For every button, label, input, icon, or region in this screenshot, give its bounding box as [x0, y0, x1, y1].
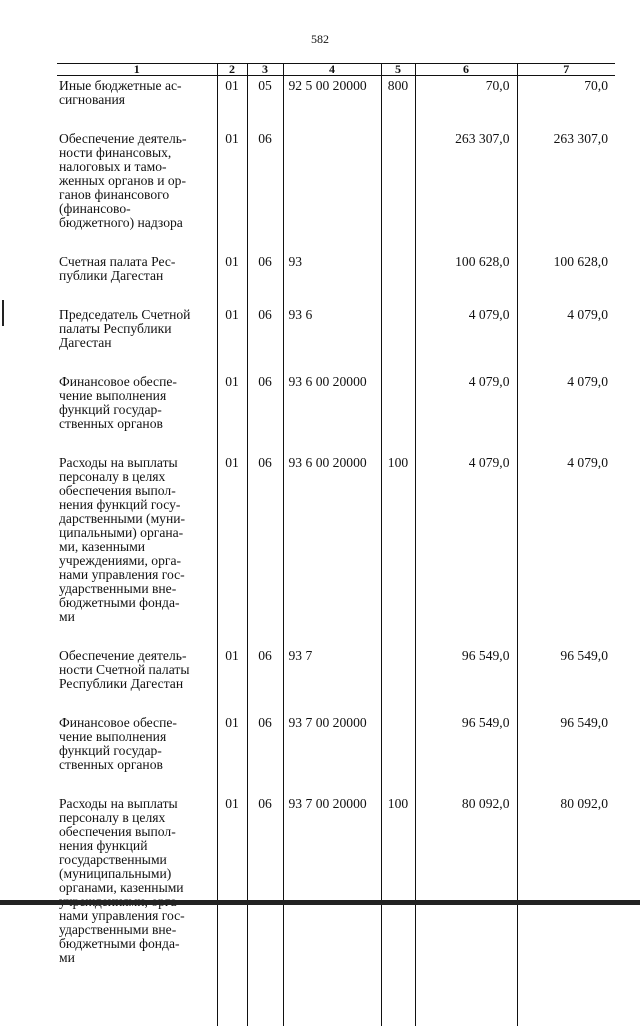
row-amount-col7: 96 549,0 [517, 713, 615, 794]
header-col-4: 4 [283, 64, 381, 76]
row-amount-col7: 80 092,0 [517, 794, 615, 987]
row-amount-col7: 100 628,0 [517, 252, 615, 305]
row-amount-col7: 263 307,0 [517, 129, 615, 252]
table-row [57, 794, 615, 987]
row-target-article: 93 6 00 20000 [283, 453, 381, 646]
row-expense-type [381, 305, 415, 372]
scan-artifact-bottom-edge [0, 900, 640, 905]
row-subsection: 06 [247, 794, 283, 987]
row-amount-col6: 70,0 [415, 76, 517, 130]
header-row [57, 64, 615, 76]
row-subsection: 05 [247, 76, 283, 130]
table-row [57, 76, 615, 130]
row-amount-col7: 4 079,0 [517, 305, 615, 372]
row-expense-type [381, 713, 415, 794]
row-amount-col7: 96 549,0 [517, 646, 615, 713]
row-expense-type [381, 646, 415, 713]
row-subsection: 06 [247, 252, 283, 305]
row-subsection: 06 [247, 129, 283, 252]
empty-cell [517, 987, 615, 1026]
row-name: Финансовое обеспе- чение выполнения функций государ- ственных органов [57, 372, 217, 453]
row-amount-col6: 80 092,0 [415, 794, 517, 987]
table-row [57, 129, 615, 252]
row-subsection: 06 [247, 646, 283, 713]
row-expense-type [381, 372, 415, 453]
row-amount-col7: 4 079,0 [517, 372, 615, 453]
row-name: Обеспечение деятель- ности Счетной палаты Республики Дагестан [57, 646, 217, 713]
row-amount-col6: 4 079,0 [415, 305, 517, 372]
row-amount-col7: 4 079,0 [517, 453, 615, 646]
header-col-6: 6 [415, 64, 517, 76]
row-name: Председатель Счетной палаты Республики Дагестан [57, 305, 217, 372]
row-subsection: 06 [247, 305, 283, 372]
row-section: 01 [217, 794, 247, 987]
row-expense-type: 800 [381, 76, 415, 130]
row-section: 01 [217, 305, 247, 372]
empty-cell [247, 987, 283, 1026]
row-expense-type [381, 252, 415, 305]
table-row [57, 252, 615, 305]
row-name: Иные бюджетные ас- сигнования [57, 76, 217, 130]
row-subsection: 06 [247, 372, 283, 453]
row-section: 01 [217, 76, 247, 130]
page-number: 582 [0, 32, 640, 47]
row-target-article: 93 6 00 20000 [283, 372, 381, 453]
row-expense-type [381, 129, 415, 252]
row-section: 01 [217, 453, 247, 646]
row-section: 01 [217, 129, 247, 252]
row-expense-type: 100 [381, 794, 415, 987]
table-tail-spacer [57, 987, 615, 1026]
table-row [57, 713, 615, 794]
row-target-article [283, 129, 381, 252]
row-name: Расходы на выплаты персоналу в целях обеспечения выпол- нения функций государственными (муниципальными) органами, казенными нами управления гос- ударственными вне- бюджетными фонда- ми [57, 794, 217, 987]
row-name: Обеспечение деятель- ности финансовых, налоговых и тамо- женных органов и ор- ганов финансового (финансово- бюджетного) надзора [57, 129, 217, 252]
row-amount-col6: 96 549,0 [415, 713, 517, 794]
row-amount-col6: 4 079,0 [415, 372, 517, 453]
header-col-7: 7 [517, 64, 615, 76]
row-expense-type: 100 [381, 453, 415, 646]
header-col-5: 5 [381, 64, 415, 76]
empty-cell [415, 987, 517, 1026]
row-section: 01 [217, 713, 247, 794]
empty-cell [283, 987, 381, 1026]
header-col-2: 2 [217, 64, 247, 76]
table-row [57, 372, 615, 453]
row-name: Счетная палата Рес- публики Дагестан [57, 252, 217, 305]
row-subsection: 06 [247, 713, 283, 794]
row-section: 01 [217, 372, 247, 453]
row-section: 01 [217, 646, 247, 713]
row-target-article: 93 7 00 20000 [283, 713, 381, 794]
row-subsection: 06 [247, 453, 283, 646]
budget-table [57, 63, 615, 1026]
row-target-article: 93 6 [283, 305, 381, 372]
row-amount-col6: 4 079,0 [415, 453, 517, 646]
row-name: Расходы на выплаты персоналу в целях обеспечения выпол- нения функций госу- дарственными (муни- ципальными) органа- ми, казенными учреждениями, орга- нами управления гос- ударственными вне- бюджетными фонда- ми [57, 453, 217, 646]
row-amount-col6: 263 307,0 [415, 129, 517, 252]
row-amount-col6: 96 549,0 [415, 646, 517, 713]
row-section: 01 [217, 252, 247, 305]
empty-cell [381, 987, 415, 1026]
table-row [57, 646, 615, 713]
scan-artifact-left-edge [2, 300, 4, 326]
row-target-article: 92 5 00 20000 [283, 76, 381, 130]
row-name: Финансовое обеспе- чение выполнения функций государ- ственных органов [57, 713, 217, 794]
empty-cell [217, 987, 247, 1026]
header-col-1: 1 [57, 64, 217, 76]
header-col-3: 3 [247, 64, 283, 76]
row-amount-col7: 70,0 [517, 76, 615, 130]
table-body [57, 76, 615, 1026]
empty-cell [57, 987, 217, 1026]
row-target-article: 93 [283, 252, 381, 305]
row-target-article: 93 7 00 20000 [283, 794, 381, 987]
table-row [57, 453, 615, 646]
table-row [57, 305, 615, 372]
row-amount-col6: 100 628,0 [415, 252, 517, 305]
row-target-article: 93 7 [283, 646, 381, 713]
